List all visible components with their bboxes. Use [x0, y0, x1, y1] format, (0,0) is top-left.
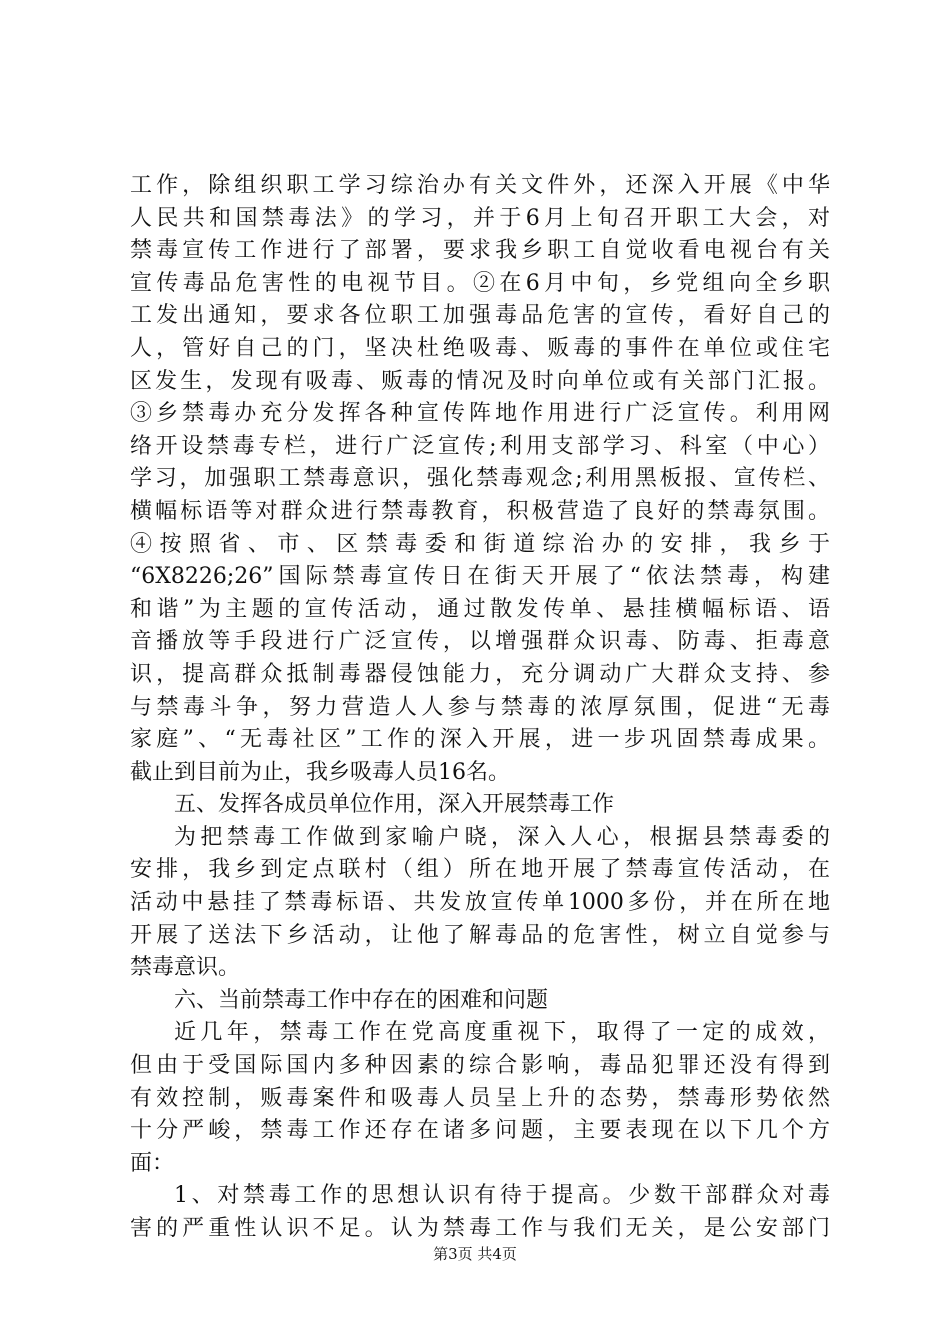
- section-heading: 六、当前禁毒工作中存在的困难和问题: [174, 987, 549, 1013]
- text-line: 区发生，发现有吸毒、贩毒的情况及时向单位或有关部门汇报。: [130, 368, 830, 394]
- text-line: “6X8226;26”国际禁毒宣传日在街天开展了“依法禁毒，构建: [130, 564, 830, 590]
- text-line: 音播放等手段进行广泛宣传，以增强群众识毒、防毒、拒毒意: [130, 629, 830, 655]
- section-heading: 五、发挥各成员单位作用，深入开展禁毒工作: [174, 792, 615, 818]
- text-line: 和谐”为主题的宣传活动，通过散发传单、悬挂横幅标语、语: [130, 596, 830, 622]
- text-line: 工发出通知，要求各位职工加强毒品危害的宣传，看好自己的: [130, 303, 830, 329]
- text-line: 工作，除组织职工学习综治办有关文件外，还深入开展《中华: [130, 173, 830, 198]
- text-line: ④按照省、市、区禁毒委和街道综治办的安排，我乡于: [130, 531, 830, 557]
- text-line: 禁毒意识。: [130, 955, 241, 981]
- text-line: 活动中悬挂了禁毒标语、共发放宣传单1000多份，并在所在地: [130, 890, 830, 916]
- text-line: 近几年，禁毒工作在党高度重视下，取得了一定的成效，: [174, 1020, 830, 1046]
- text-line: 人民共和国禁毒法》的学习，并于6月上旬召开职工大会，对: [130, 205, 830, 231]
- text-line: 人，管好自己的门，坚决杜绝吸毒、贩毒的事件在单位或住宅: [130, 335, 830, 361]
- text-line: 截止到目前为止，我乡吸毒人员16名。: [130, 759, 510, 785]
- text-line: 与禁毒斗争，努力营造人人参与禁毒的浓厚氛围，促进“无毒: [130, 694, 830, 720]
- text-line: 学习，加强职工禁毒意识，强化禁毒观念;利用黑板报、宣传栏、: [130, 466, 830, 492]
- text-line: 1、对禁毒工作的思想认识有待于提高。少数干部群众对毒: [174, 1183, 830, 1209]
- text-line: 开展了送法下乡活动，让他了解毒品的危害性，树立自觉参与: [130, 922, 830, 948]
- text-line: 但由于受国际国内多种因素的综合影响，毒品犯罪还没有得到: [130, 1053, 830, 1079]
- document-body: [130, 170, 830, 1246]
- text-line: 横幅标语等对群众进行禁毒教育，积极营造了良好的禁毒氛围。: [130, 498, 830, 524]
- text-line: 有效控制，贩毒案件和吸毒人员呈上升的态势，禁毒形势依然: [130, 1085, 830, 1111]
- text-line: 十分严峻，禁毒工作还存在诸多问题，主要表现在以下几个方: [130, 1118, 830, 1144]
- text-line: 害的严重性认识不足。认为禁毒工作与我们无关，是公安部门: [130, 1216, 830, 1241]
- page-number: 第3页 共4页: [433, 1245, 517, 1263]
- text-line: 络开设禁毒专栏，进行广泛宣传;利用支部学习、科室（中心）: [130, 433, 830, 459]
- text-line: ③乡禁毒办充分发挥各种宣传阵地作用进行广泛宣传。利用网: [130, 401, 830, 427]
- text-line: 禁毒宣传工作进行了部署，要求我乡职工自觉收看电视台有关: [130, 238, 830, 264]
- text-line: 宣传毒品危害性的电视节目。②在6月中旬，乡党组向全乡职: [130, 270, 830, 296]
- text-line: 为把禁毒工作做到家喻户晓，深入人心，根据县禁毒委的: [174, 824, 830, 850]
- text-line: 面：: [130, 1150, 175, 1176]
- text-line: 识，提高群众抵制毒器侵蚀能力，充分调动广大群众支持、参: [130, 661, 830, 687]
- text-line: 家庭”、“无毒社区”工作的深入开展，进一步巩固禁毒成果。: [130, 727, 830, 753]
- text-line: 安排，我乡到定点联村（组）所在地开展了禁毒宣传活动，在: [130, 857, 830, 883]
